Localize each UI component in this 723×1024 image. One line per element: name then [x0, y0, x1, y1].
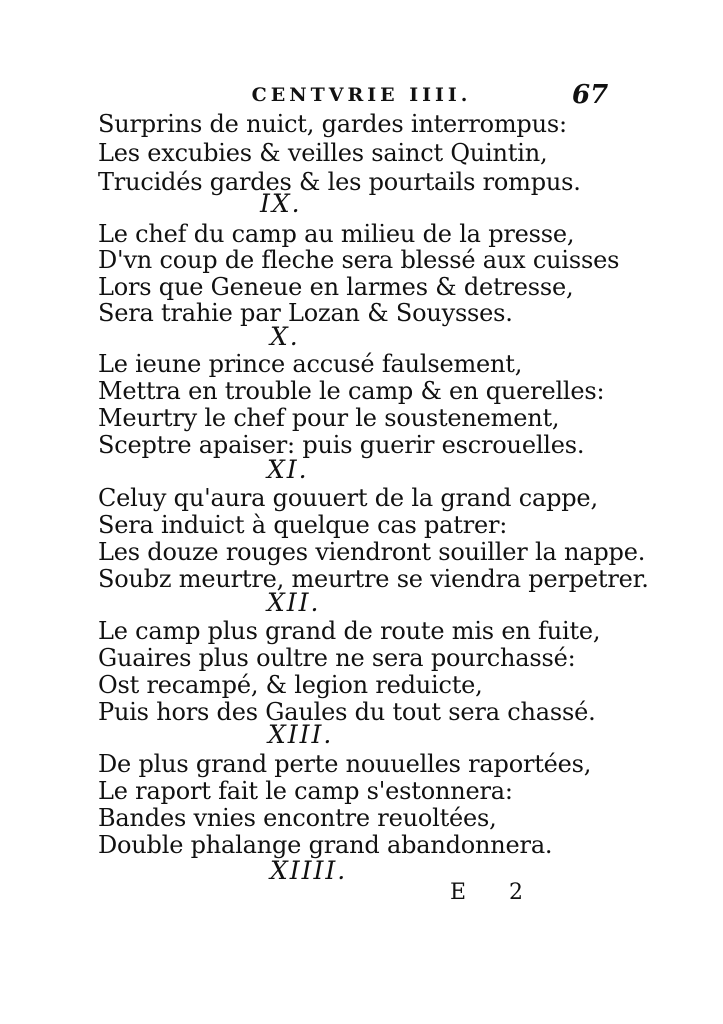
- verse-line: Puis hors des Gaules du tout sera chassé.: [98, 698, 596, 726]
- verse-line: Le camp plus grand de route mis en fuite,: [98, 617, 601, 645]
- verse-line: Guaires plus oultre ne sera pourchassé:: [98, 644, 576, 672]
- running-head: CENTVRIE IIII.: [251, 84, 472, 106]
- signature-mark: E 2: [450, 880, 542, 905]
- verse-line: Sceptre apaiser: puis guerir escrouelles.: [98, 431, 585, 459]
- verse-line: Les douze rouges viendront souiller la nappe.: [98, 538, 646, 566]
- verse-line: Sera trahie par Lozan & Souysses.: [98, 299, 513, 327]
- verse-line: Le chef du camp au milieu de la presse,: [98, 220, 575, 248]
- folio-page-number: 67: [572, 80, 609, 110]
- quatrain-numeral: X.: [270, 322, 300, 351]
- verse-line: Les excubies & veilles sainct Quintin,: [98, 139, 548, 167]
- verse-line: Meurtry le chef pour le soustenement,: [98, 404, 560, 432]
- quatrain-numeral: IX.: [260, 189, 302, 218]
- verse-line: De plus grand perte nouuelles raportées,: [98, 750, 592, 778]
- quatrain-numeral: XIIII.: [270, 856, 348, 885]
- verse-line: Celuy qu'aura gouuert de la grand cappe,: [98, 484, 598, 512]
- quatrain-numeral: XI.: [267, 455, 309, 484]
- verse-line: D'vn coup de fleche sera blessé aux cuisses: [98, 246, 620, 274]
- verse-line: Surprins de nuict, gardes interrompus:: [98, 110, 567, 138]
- verse-line: Double phalange grand abandonnera.: [98, 831, 553, 859]
- verse-line: Ost recampé, & legion reduicte,: [98, 671, 483, 699]
- verse-line: Lors que Geneue en larmes & detresse,: [98, 273, 574, 301]
- verse-line: Soubz meurtre, meurtre se viendra perpetrer.: [98, 565, 649, 593]
- verse-line: Bandes vnies encontre reuoltées,: [98, 804, 497, 832]
- verse-line: Trucidés gardes & les pourtails rompus.: [98, 168, 581, 196]
- verse-line: Mettra en trouble le camp & en querelles:: [98, 377, 605, 405]
- verse-line: Le ieune prince accusé faulsement,: [98, 350, 523, 378]
- verse-line: Le raport fait le camp s'estonnera:: [98, 777, 513, 805]
- quatrain-numeral: XIII.: [268, 720, 334, 749]
- verse-line: Sera induict à quelque cas patrer:: [98, 511, 508, 539]
- quatrain-numeral: XII.: [267, 588, 321, 617]
